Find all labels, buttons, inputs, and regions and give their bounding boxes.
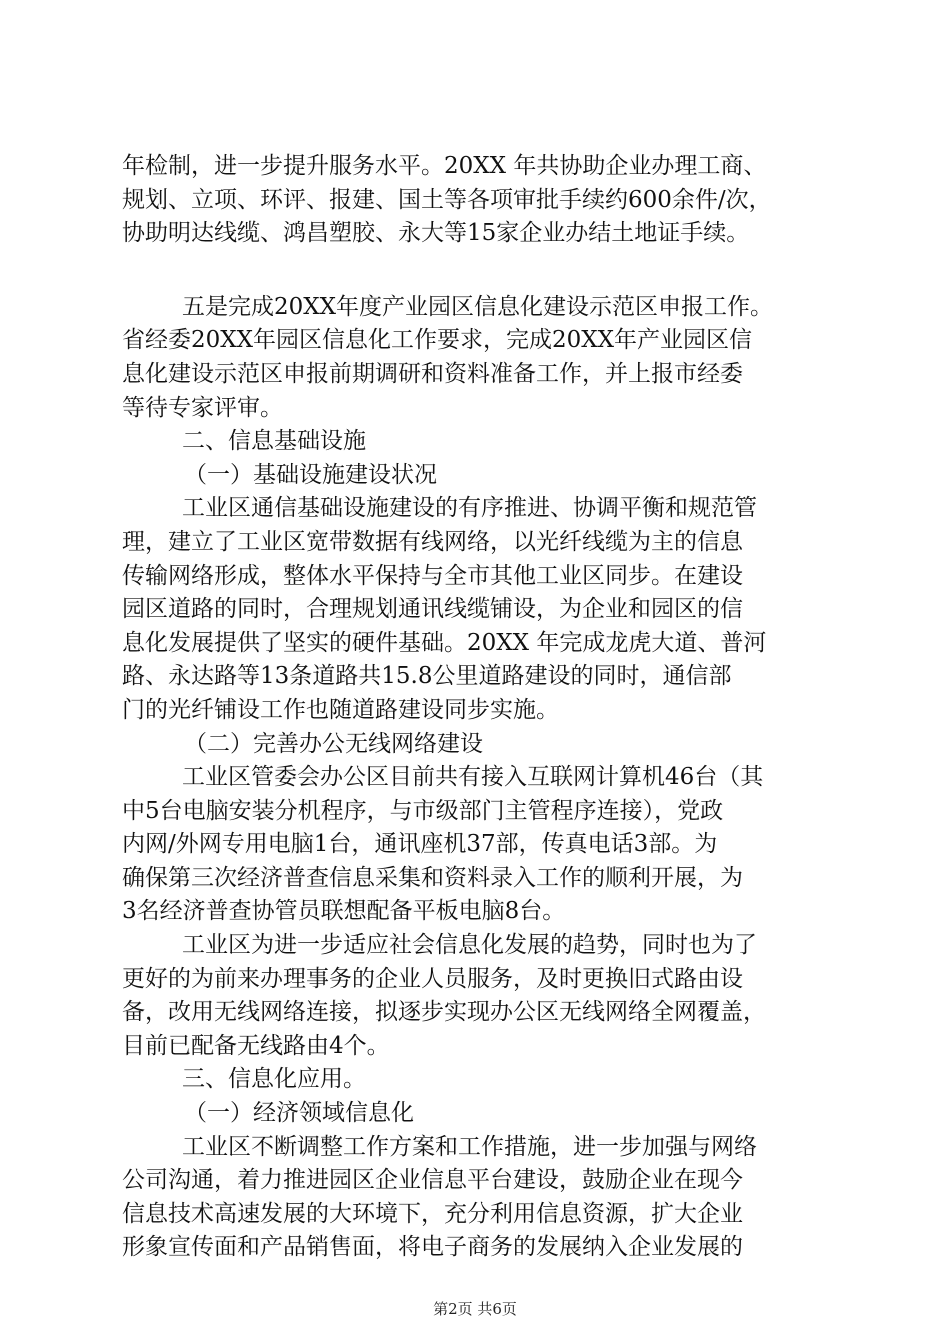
- body-line: 中5台电脑安装分机程序，与市级部门主管程序连接），党政: [122, 797, 724, 824]
- paragraph-first-line: 工业区为进一步适应社会信息化发展的趋势，同时也为了: [182, 932, 757, 959]
- body-line: 息化发展提供了坚实的硬件基础。20XX 年完成龙虎大道、普河: [122, 629, 767, 656]
- subsection-heading: （二）完善办公无线网络建设: [184, 730, 483, 757]
- body-line: 3名经济普查协管员联想配备平板电脑8台。: [122, 898, 566, 925]
- subsection-heading: （一）基础设施建设状况: [184, 461, 437, 488]
- body-line: 形象宣传面和产品销售面，将电子商务的发展纳入企业发展的: [122, 1234, 743, 1261]
- section-heading: 二、信息基础设施: [182, 428, 366, 455]
- body-line: 息化建设示范区申报前期调研和资料准备工作，并上报市经委: [122, 360, 743, 387]
- subsection-heading: （一）经济领域信息化: [184, 1100, 414, 1127]
- body-line: 规划、立项、环评、报建、国土等各项审批手续约600余件/次，: [122, 186, 772, 213]
- body-line: 信息技术高速发展的大环境下，充分利用信息资源，扩大企业: [122, 1200, 743, 1227]
- document-body: [122, 150, 832, 1265]
- paragraph-first-line: 工业区通信基础设施建设的有序推进、协调平衡和规范管: [182, 495, 757, 522]
- page-number-footer: 第2页 共6页: [433, 1300, 517, 1318]
- body-line: 门的光纤铺设工作也随道路建设同步实施。: [122, 696, 559, 723]
- paragraph-gap: [122, 251, 832, 291]
- body-line: 内网/外网专用电脑1台，通讯座机37部，传真电话3部。为: [122, 831, 718, 858]
- body-line: 年检制，进一步提升服务水平。20XX 年共协助企业办理工商、: [122, 153, 767, 179]
- body-line: 省经委20XX年园区信息化工作要求，完成20XX年产业园区信: [122, 327, 753, 354]
- section-heading: 三、信息化应用。: [182, 1066, 366, 1093]
- body-line: 更好的为前来办理事务的企业人员服务，及时更换旧式路由设: [122, 965, 743, 992]
- body-line: 等待专家评审。: [122, 394, 283, 421]
- paragraph-first-line: 工业区不断调整工作方案和工作措施，进一步加强与网络: [182, 1133, 757, 1160]
- paragraph-first-line: 工业区管委会办公区目前共有接入互联网计算机46台（其: [182, 764, 764, 791]
- body-line: 协助明达线缆、鸿昌塑胶、永大等15家企业办结土地证手续。: [122, 220, 750, 247]
- body-line: 理，建立了工业区宽带数据有线网络，以光纤线缆为主的信息: [122, 528, 743, 555]
- body-line: 路、永达路等13条道路共15.8公里道路建设的同时，通信部: [122, 663, 732, 690]
- body-line: 公司沟通，着力推进园区企业信息平台建设，鼓励企业在现今: [122, 1167, 743, 1194]
- body-line: 确保第三次经济普查信息采集和资料录入工作的顺利开展，为: [122, 864, 743, 891]
- paragraph-first-line: 五是完成20XX年度产业园区信息化建设示范区申报工作。: [182, 293, 774, 320]
- body-line: 传输网络形成，整体水平保持与全市其他工业区同步。在建设: [122, 562, 743, 589]
- body-line: 目前已配备无线路由4个。: [122, 1032, 390, 1059]
- body-line: 园区道路的同时，合理规划通讯线缆铺设，为企业和园区的信: [122, 596, 743, 623]
- body-line: 备，改用无线网络连接，拟逐步实现办公区无线网络全网覆盖，: [122, 999, 766, 1026]
